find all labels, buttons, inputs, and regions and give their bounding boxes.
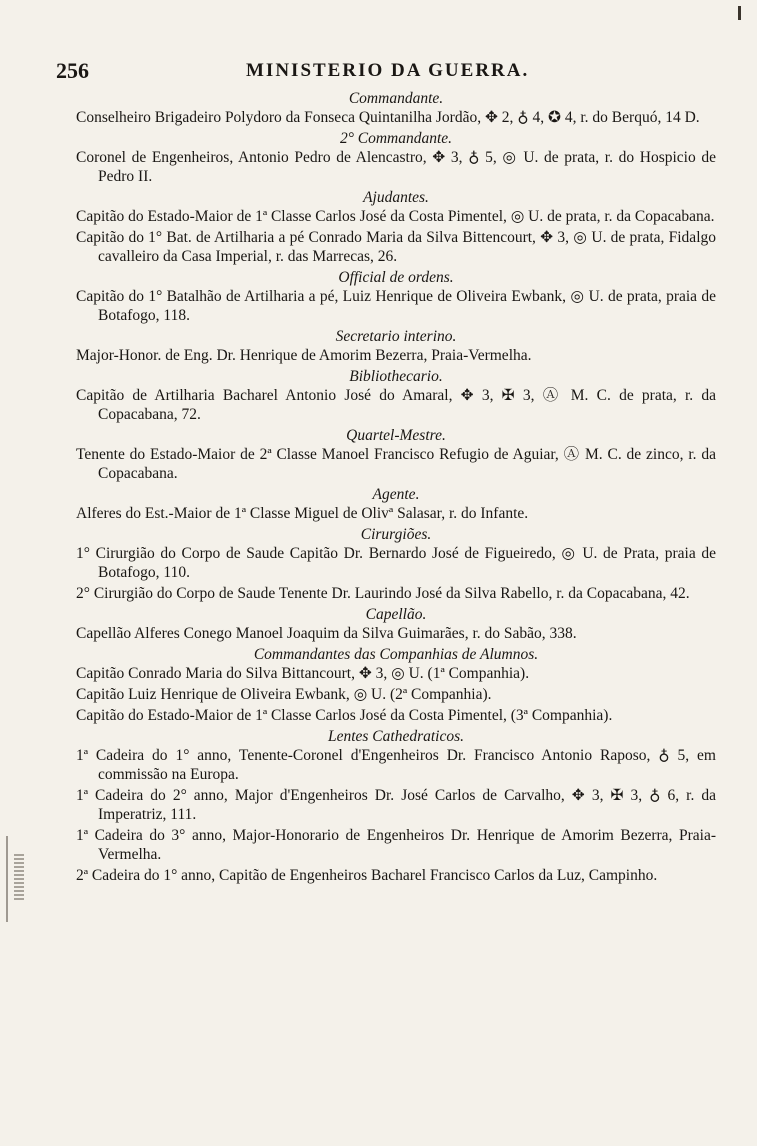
personnel-entry: Capellão Alferes Conego Manoel Joaquim da Silva Guimarães, r. do Sabão, 338. bbox=[76, 625, 577, 642]
personnel-entry: 1° Cirurgião do Corpo de Saude Capitão Dr. Bernardo José de Figueiredo, ◎ U. de Prata, praia de Botafogo, 110. bbox=[76, 545, 716, 581]
personnel-entry: Capitão do 1° Bat. de Artilharia a pé Conrado Maria da Silva Bittencourt, ✥ 3, ◎ U. de prata, Fidalgo cavalleiro da Casa Imperial, r. das Marrecas, 26. bbox=[76, 229, 716, 265]
section-heading: Capellão. bbox=[365, 606, 427, 623]
section-heading: Lentes Cathedraticos. bbox=[327, 728, 465, 745]
margin-binding-mark bbox=[6, 836, 32, 922]
personnel-entry: Capitão do Estado-Maior de 1ª Classe Carlos José da Costa Pimentel, (3ª Companhia). bbox=[76, 707, 613, 724]
personnel-entry: Tenente do Estado-Maior de 2ª Classe Manoel Francisco Refugio de Aguiar, Ⓐ M. C. de zinco, r. da Copacabana. bbox=[76, 446, 716, 482]
section-heading: 2° Commandante. bbox=[339, 130, 453, 147]
section-heading: Secretario interino. bbox=[335, 328, 457, 345]
personnel-entry: Alferes do Est.-Maior de 1ª Classe Miguel de Olivª Salasar, r. do Infante. bbox=[76, 505, 529, 522]
section-heading: Official de ordens. bbox=[338, 269, 454, 286]
section-heading: Commandante. bbox=[348, 90, 444, 107]
section-heading: Quartel-Mestre. bbox=[346, 427, 446, 444]
page-content bbox=[76, 88, 716, 887]
personnel-entry: Major-Honor. de Eng. Dr. Henrique de Amorim Bezerra, Praia-Vermelha. bbox=[76, 347, 532, 364]
personnel-entry: 2ª Cadeira do 1° anno, Capitão de Engenheiros Bacharel Francisco Carlos da Luz, Campinho. bbox=[76, 867, 658, 884]
personnel-entry: Capitão Luiz Henrique de Oliveira Ewbank, ◎ U. (2ª Companhia). bbox=[76, 686, 492, 703]
personnel-entry: 1ª Cadeira do 3° anno, Major-Honorario de Engenheiros Dr. Henrique de Amorim Bezerra, Praia-Vermelha. bbox=[76, 827, 716, 863]
personnel-entry: 2° Cirurgião do Corpo de Saude Tenente Dr. Laurindo José da Silva Rabello, r. da Copacabana, 42. bbox=[76, 585, 690, 602]
section-heading: Agente. bbox=[372, 486, 420, 503]
personnel-entry: Coronel de Engenheiros, Antonio Pedro de Alencastro, ✥ 3, ♁ 5, ◎ U. de prata, r. do Hospicio de Pedro II. bbox=[76, 149, 716, 185]
section-heading: Ajudantes. bbox=[363, 189, 429, 206]
corner-mark bbox=[738, 6, 741, 20]
personnel-entry: Capitão Conrado Maria do Silva Bittancourt, ✥ 3, ◎ U. (1ª Companhia). bbox=[76, 665, 530, 682]
personnel-entry: Capitão do Estado-Maior de 1ª Classe Carlos José da Costa Pimentel, ◎ U. de prata, r. da Copacabana. bbox=[76, 208, 715, 225]
section-heading: Commandantes das Companhias de Alumnos. bbox=[253, 646, 539, 663]
section-heading: Cirurgiões. bbox=[360, 526, 432, 543]
personnel-entry: Capitão do 1° Batalhão de Artilharia a pé, Luiz Henrique de Oliveira Ewbank, ◎ U. de prata, praia de Botafogo, 118. bbox=[76, 288, 716, 324]
personnel-entry: 1ª Cadeira do 2° anno, Major d'Engenheiros Dr. José Carlos de Carvalho, ✥ 3, ✠ 3, ♁ 6, r. da Imperatriz, 111. bbox=[76, 787, 716, 823]
running-title: MINISTERIO DA GUERRA. bbox=[246, 60, 530, 81]
personnel-entry: Conselheiro Brigadeiro Polydoro da Fonseca Quintanilha Jordão, ✥ 2, ♁ 4, ✪ 4, r. do Berquó, 14 D. bbox=[76, 109, 700, 126]
section-heading: Bibliothecario. bbox=[349, 368, 443, 385]
page-header bbox=[56, 58, 706, 88]
page-number: 256 bbox=[56, 58, 89, 83]
personnel-entry: Capitão de Artilharia Bacharel Antonio José do Amaral, ✥ 3, ✠ 3, Ⓐ M. C. de prata, r. da Copacabana, 72. bbox=[76, 387, 716, 423]
personnel-entry: 1ª Cadeira do 1° anno, Tenente-Coronel d'Engenheiros Dr. Francisco Antonio Raposo, ♁ 5, em commissão na Europa. bbox=[76, 747, 716, 783]
